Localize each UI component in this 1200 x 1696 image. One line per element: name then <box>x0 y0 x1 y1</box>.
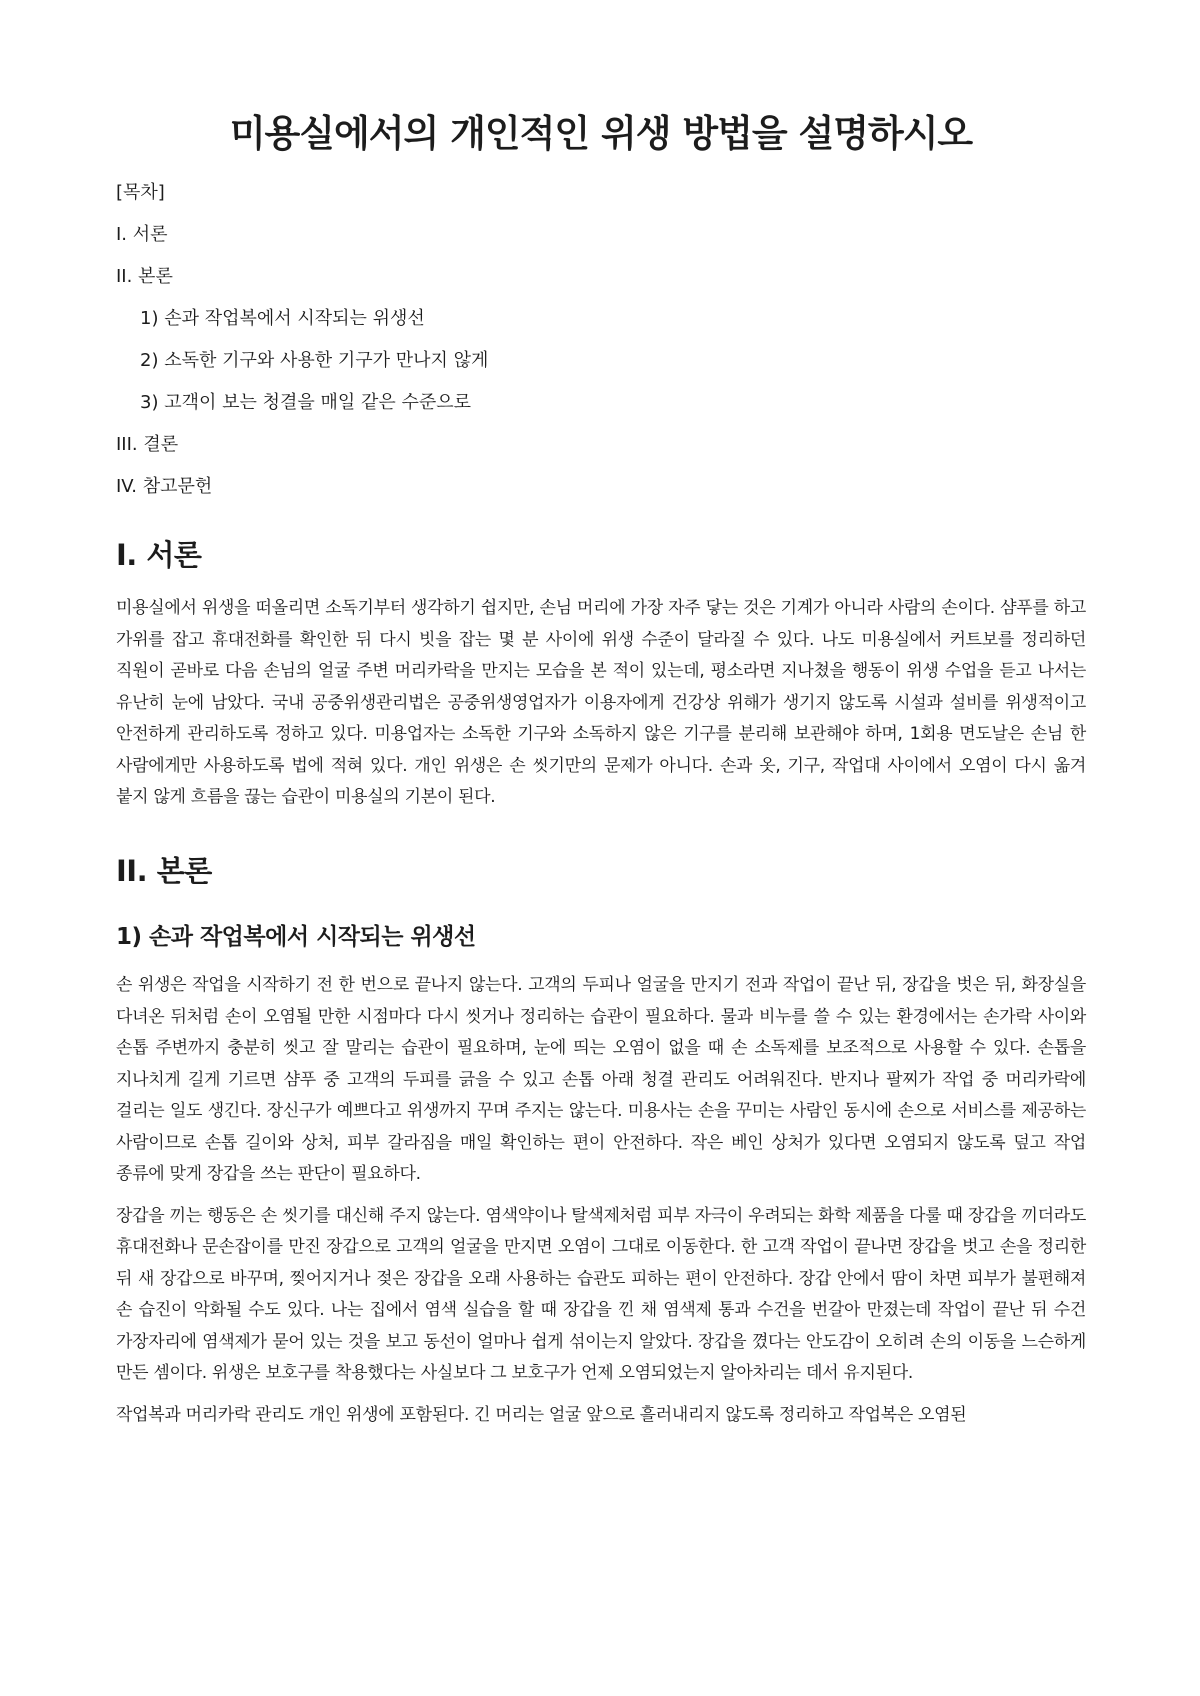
intro-paragraph: 미용실에서 위생을 떠올리면 소독기부터 생각하기 쉽지만, 손님 머리에 가장 자주 닿는 것은 기계가 아니라 사람의 손이다. 샴푸를 하고 가위를 잡고 휴대전화를 확인한 뒤 다시 빗을 잡는 몇 분 사이에 위생 수준이 달라질 수 있다. 나도 미용실에서 커트보를 정리하던 직원이 곧바로 다음 손님의 얼굴 주변 머리카락을 만지는 모습을 본 적이 있는데, 평소라면 지나쳤을 행동이 위생 수업을 듣고 나서는 유난히 눈에 남았다. 국내 공중위생관리법은 공중위생영업자가 이용자에게 건강상 위해가 생기지 않도록 시설과 설비를 위생적이고 안전하게 관리하도록 정하고 있다. 미용업자는 소독한 기구와 소독하지 않은 기구를 분리해 보관해야 하며, 1회용 면도날은 손님 한 사람에게만 사용하도록 법에 적혀 있다. 개인 위생은 손 씻기만의 문제가 아니다. 손과 옷, 기구, 작업대 사이에서 오염이 다시 옮겨 붙지 않게 흐름을 끊는 습관이 미용실의 기본이 된다. <box>116 598 1086 808</box>
table-of-contents <box>116 182 1086 498</box>
document-title: 미용실에서의 개인적인 위생 방법을 설명하시오 <box>229 112 973 155</box>
toc-item-references: IV. 참고문헌 <box>116 476 213 498</box>
toc-item-conclusion: III. 결론 <box>116 434 179 456</box>
toc-item-body-sub2: 2) 소독한 기구와 사용한 기구가 만나지 않게 <box>140 350 489 372</box>
toc-item-body: II. 본론 <box>116 266 173 288</box>
section-heading-intro: I. 서론 <box>116 538 202 573</box>
body-paragraph-2: 장갑을 끼는 행동은 손 씻기를 대신해 주지 않는다. 염색약이나 탈색제처럼 피부 자극이 우려되는 화학 제품을 다룰 때 장갑을 끼더라도 휴대전화나 문손잡이를 만진 장갑으로 고객의 얼굴을 만지면 오염이 그대로 이동한다. 한 고객 작업이 끝나면 장갑을 벗고 손을 정리한 뒤 새 장갑으로 바꾸며, 찢어지거나 젖은 장갑을 오래 사용하는 습관도 피하는 편이 안전하다. 장갑 안에서 땀이 차면 피부가 불편해져 손 습진이 악화될 수도 있다. 나는 집에서 염색 실습을 할 때 장갑을 낀 채 염색제 통과 수건을 번갈아 만졌는데 작업이 끝난 뒤 수건 가장자리에 염색제가 묻어 있는 것을 보고 동선이 얼마나 쉽게 섞이는지 알았다. 장갑을 꼈다는 안도감이 오히려 손의 이동을 느슨하게 만든 셈이다. 위생은 보호구를 착용했다는 사실보다 그 보호구가 언제 오염되었는지 알아차리는 데서 유지된다. <box>116 1205 1086 1384</box>
toc-item-intro: I. 서론 <box>116 224 168 246</box>
body-paragraph-1: 손 위생은 작업을 시작하기 전 한 번으로 끝나지 않는다. 고객의 두피나 얼굴을 만지기 전과 작업이 끝난 뒤, 장갑을 벗은 뒤, 화장실을 다녀온 뒤처럼 손이 오염될 만한 시점마다 다시 씻거나 정리하는 습관이 필요하다. 물과 비누를 쓸 수 있는 환경에서는 손가락 사이와 손톱 주변까지 충분히 씻고 잘 말리는 습관이 필요하며, 눈에 띄는 오염이 없을 때 손 소독제를 보조적으로 사용할 수 있다. 손톱을 지나치게 길게 기르면 샴푸 중 고객의 두피를 긁을 수 있고 손톱 아래 청결 관리도 어려워진다. 반지나 팔찌가 작업 중 머리카락에 걸리는 일도 생긴다. 장신구가 예쁘다고 위생까지 꾸며 주지는 않는다. 미용사는 손을 꾸미는 사람인 동시에 손으로 서비스를 제공하는 사람이므로 손톱 길이와 상처, 피부 갈라짐을 매일 확인하는 편이 안전하다. 작은 베인 상처가 있다면 오염되지 않도록 덮고 작업 종류에 맞게 장갑을 쓰는 판단이 필요하다. <box>116 975 1086 1185</box>
toc-item-body-sub3: 3) 고객이 보는 청결을 매일 같은 수준으로 <box>140 392 472 414</box>
toc-item-body-sub1: 1) 손과 작업복에서 시작되는 위생선 <box>140 308 425 330</box>
toc-heading: [목차] <box>116 182 165 204</box>
body-paragraph-3: 작업복과 머리카락 관리도 개인 위생에 포함된다. 긴 머리는 얼굴 앞으로 흘러내리지 않도록 정리하고 작업복은 오염된 <box>116 1404 967 1425</box>
section-heading-body: II. 본론 <box>116 853 212 888</box>
subsection-heading-1: 1) 손과 작업복에서 시작되는 위생선 <box>116 924 476 951</box>
